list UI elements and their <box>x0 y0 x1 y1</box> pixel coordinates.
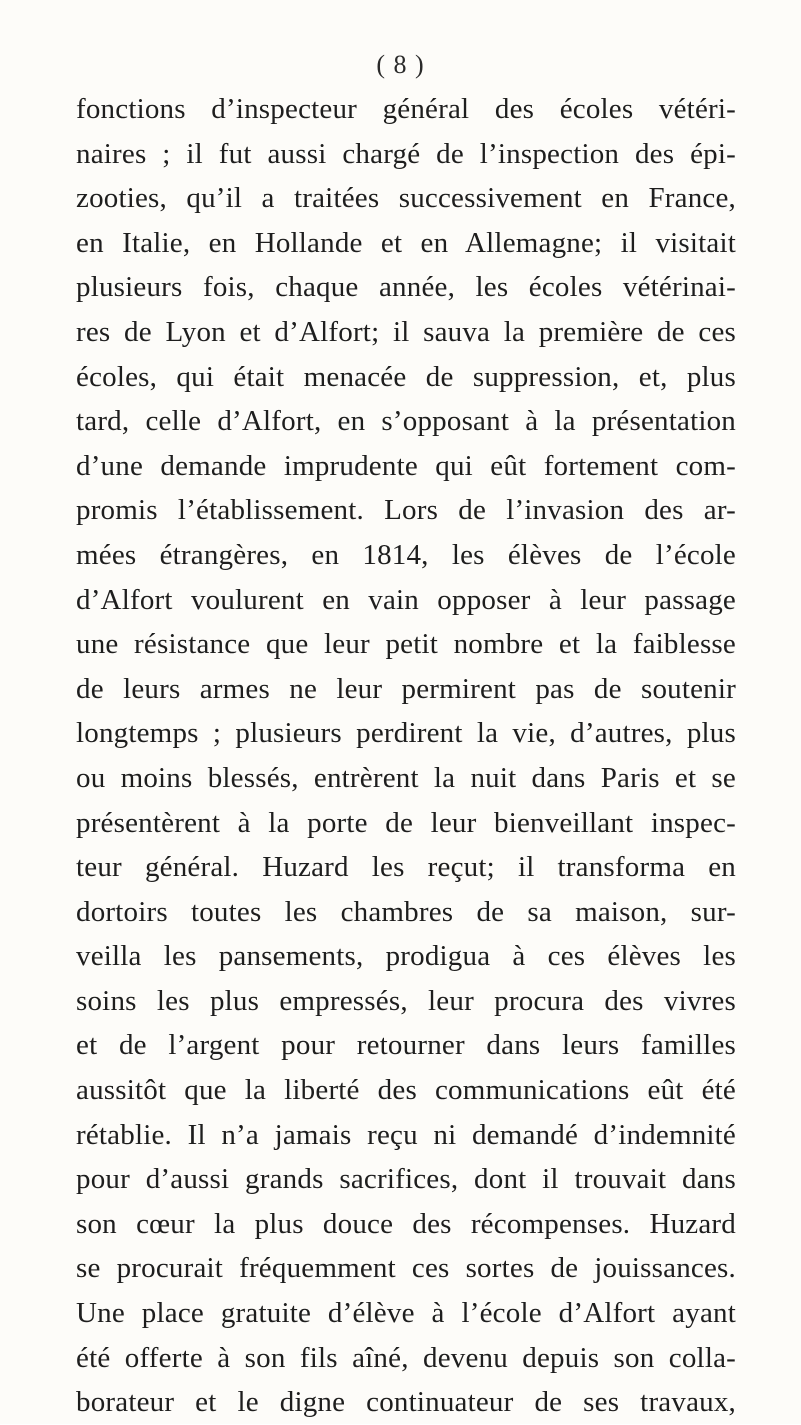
text-line: pour d’aussi grands sacrifices, dont il trouvait dans <box>76 1163 736 1196</box>
text-line: présentèrent à la porte de leur bienveillant inspec- <box>76 806 736 839</box>
text-line: res de Lyon et d’Alfort; il sauva la première de ces <box>76 315 736 348</box>
text-line: été offerte à son fils aîné, devenu depuis son colla- <box>76 1341 736 1374</box>
text-line: de leurs armes ne leur permirent pas de soutenir <box>76 672 736 705</box>
text-line: et de l’argent pour retourner dans leurs familles <box>76 1029 736 1062</box>
text-line: zooties, qu’il a traitées successivement en France, <box>76 182 736 215</box>
text-line: longtemps ; plusieurs perdirent la vie, d’autres, plus <box>76 717 736 750</box>
text-line: se procurait fréquemment ces sortes de jouissances. <box>76 1252 736 1285</box>
text-line: d’Alfort voulurent en vain opposer à leur passage <box>76 583 736 616</box>
text-line: soins les plus empressés, leur procura des vivres <box>76 984 736 1017</box>
text-line: aussitôt que la liberté des communications eût été <box>76 1074 736 1107</box>
text-line: borateur et le digne continuateur de ses travaux, <box>76 1386 736 1419</box>
text-line: Une place gratuite d’élève à l’école d’Alfort ayant <box>76 1297 736 1330</box>
text-line: son cœur la plus douce des récompenses. Huzard <box>76 1207 736 1240</box>
text-line: naires ; il fut aussi chargé de l’inspection des épi- <box>76 137 736 170</box>
text-line: une résistance que leur petit nombre et la faiblesse <box>76 628 736 661</box>
text-line: fonctions d’inspecteur général des écoles vétéri- <box>76 93 736 125</box>
text-line: plusieurs fois, chaque année, les écoles vétérinai- <box>76 271 736 304</box>
text-line: tard, celle d’Alfort, en s’opposant à la présentation <box>76 405 736 438</box>
text-line: veilla les pansements, prodigua à ces élèves les <box>76 940 736 973</box>
text-line: teur général. Huzard les reçut; il transforma en <box>76 851 736 884</box>
text-line: en Italie, en Hollande et en Allemagne; il visitait <box>76 226 736 259</box>
text-line: promis l’établissement. Lors de l’invasion des ar- <box>76 494 736 527</box>
text-line: ou moins blessés, entrèrent la nuit dans Paris et se <box>76 761 736 794</box>
text-line: dortoirs toutes les chambres de sa maison, sur- <box>76 895 736 928</box>
page-number: ( 8 ) <box>376 50 425 79</box>
text-line: d’une demande imprudente qui eût fortement com- <box>76 449 736 482</box>
text-line: mées étrangères, en 1814, les élèves de l’école <box>76 538 736 571</box>
text-line: écoles, qui était menacée de suppression, et, plus <box>76 360 736 393</box>
text-line: rétablie. Il n’a jamais reçu ni demandé d’indemnité <box>76 1118 736 1151</box>
body-text <box>76 87 736 1425</box>
